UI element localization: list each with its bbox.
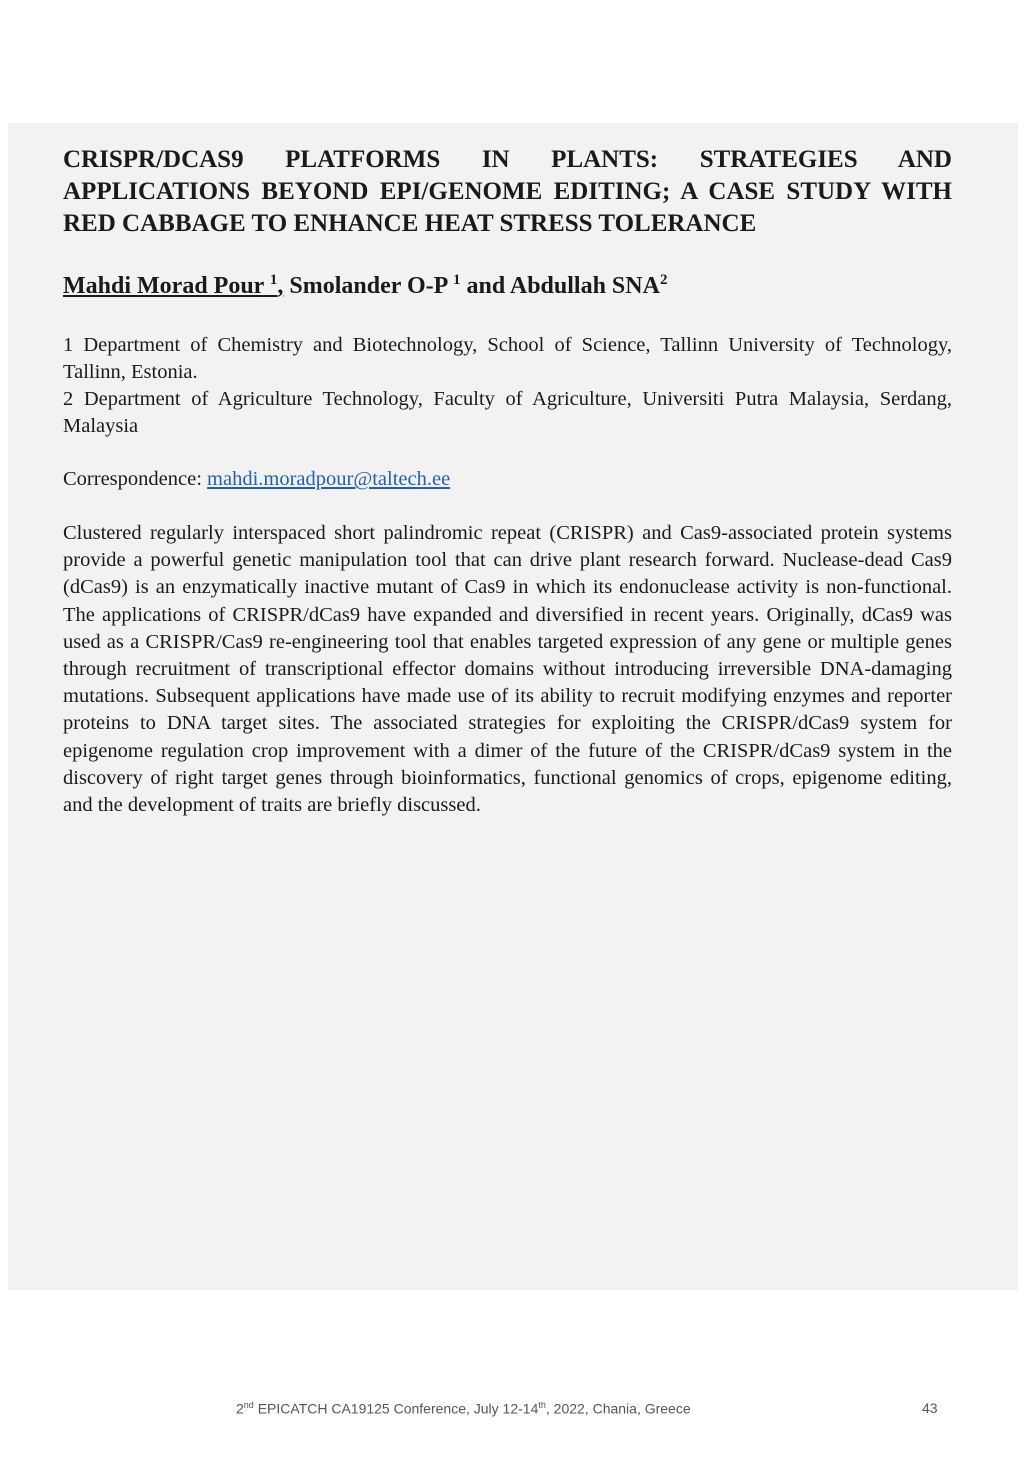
abstract-content — [63, 144, 952, 840]
paper-title: CRISPR/DCAS9 PLATFORMS IN PLANTS: STRATEGIES AND APPLICATIONS BEYOND EPI/GENOME EDITING; A CASE STUDY WITH RED CABBAGE TO ENHANCE HEAT STRESS TOLERANCE — [63, 146, 952, 237]
author-third-affiliation: 2 — [659, 272, 668, 288]
author-first-affiliation: 1 — [269, 272, 278, 288]
author-list — [63, 270, 952, 302]
affiliation-2: 2 Department of Agriculture Technology, Faculty of Agriculture, Universiti Putra Malaysia, Serdang, Malaysia — [63, 388, 952, 437]
page-number: 43 — [922, 1400, 938, 1416]
conference-info: 2nd EPICATCH CA19125 Conference, July 12-14th, 2022, Chania, Greece — [236, 1400, 691, 1417]
abstract-text: Clustered regularly interspaced short palindromic repeat (CRISPR) and Cas9-associated protein systems provide a powerful genetic manipulation tool that can drive plant research forward. Nuclease-dead Cas9 (dCas9) is an enzymatically inactive mutant of Cas9 in which its endonuclease activity is non-functional. The applications of CRISPR/dCas9 have expanded and diversified in recent years. Originally, dCas9 was used as a CRISPR/Cas9 re-engineering tool that enables targeted expression of any gene or multiple genes through recruitment of transcriptional effector domains without introducing irreversible DNA-damaging mutations. Subsequent applications have made use of its ability to recruit modifying enzymes and reporter proteins to DNA target sites. The associated strategies for exploiting the CRISPR/dCas9 system for epigenome regulation crop improvement with a dimer of the future of the CRISPR/dCas9 system in the discovery of right target genes through bioinformatics, functional genomics of crops, epigenome editing, and the development of traits are briefly discussed. — [63, 522, 952, 817]
correspondence-email-link[interactable]: mahdi.moradpour@taltech.ee — [207, 468, 451, 490]
affiliations — [63, 332, 952, 440]
affiliation-1: 1 Department of Chemistry and Biotechnology, School of Science, Tallinn University of Technology, Tallinn, Estonia. — [63, 334, 952, 383]
author-second: Smolander O-P — [283, 273, 447, 299]
author-first: Mahdi Morad Pour $^1$, — [63, 272, 284, 299]
author-third: and Abdullah SNA — [460, 273, 660, 299]
correspondence — [63, 466, 952, 493]
author-second-affiliation: 1 — [452, 272, 461, 288]
correspondence-label: Correspondence: — [63, 468, 208, 490]
